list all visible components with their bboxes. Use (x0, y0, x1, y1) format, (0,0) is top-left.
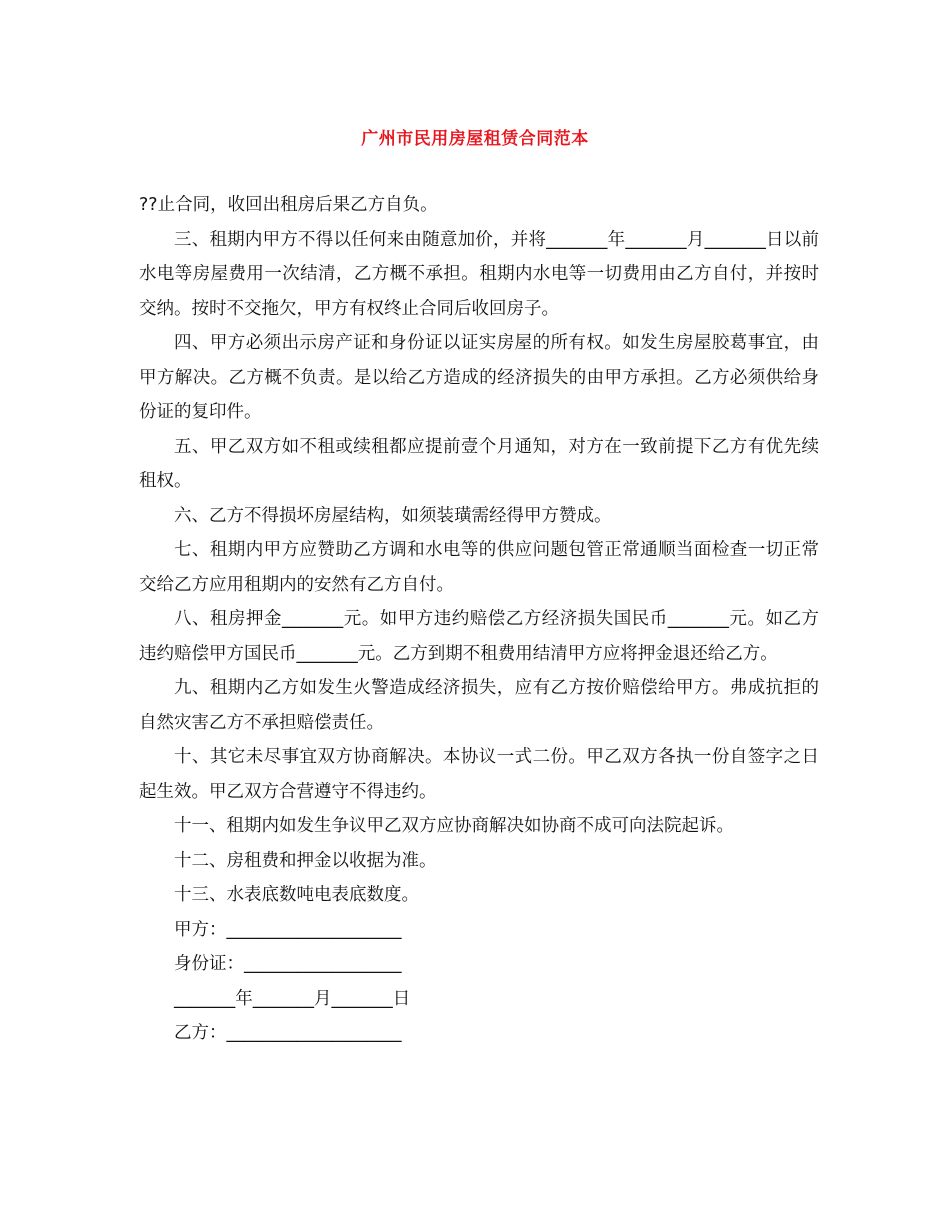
clause-3: 三、租期内甲方不得以任何来由随意加价，并将_______年_______月_______日以前水电等房屋费用一次结清，乙方概不承担。租期内水电等一切费用由乙方自付，并按时交纳。按时不交拖欠，甲方有权终止合同后收回房子。 (139, 229, 819, 319)
signature-id-card: 身份证：__________________ (174, 954, 402, 974)
signature-date: _______年_______月_______日 (174, 988, 411, 1009)
clause-7: 七、租期内甲方应赞助乙方调和水电等的供应问题包管正常通顺当面检查一切正常交给乙方应用租期内的安然有乙方自付。 (139, 540, 819, 595)
clause-4: 四、甲方必须出示房产证和身份证以证实房屋的所有权。如发生房屋胶葛事宜，由甲方解决。乙方概不负责。是以给乙方造成的经济损失的由甲方承担。乙方必须供给身份证的复印件。 (139, 333, 819, 422)
signature-party-a: 甲方：____________________ (174, 919, 402, 940)
clause-13: 十三、水表底数吨电表底数度。 (174, 885, 419, 905)
clause-10: 十、其它未尽事宜双方协商解决。本协议一式二份。甲乙双方各执一份自签字之日起生效。甲乙双方合营遵守不得违约。 (139, 747, 819, 802)
clause-11: 十一、租期内如发生争议甲乙双方应协商解决如协商不成可向法院起诉。 (174, 816, 734, 836)
clause-12: 十二、房租费和押金以收据为准。 (174, 850, 437, 871)
contract-body (139, 188, 819, 1051)
clause-9: 九、租期内乙方如发生火警造成经济损失，应有乙方按价赔偿给甲方。弗成抗拒的自然灾害乙方不承担赔偿责任。 (139, 678, 819, 733)
document-title: 广州市民用房屋租赁合同范本 (361, 129, 589, 149)
clause-8: 八、租房押金_______元。如甲方违约赔偿乙方经济损失国民币_______元。如乙方违约赔偿甲方国民币_______元。乙方到期不租费用结清甲方应将押金退还给乙方。 (139, 609, 819, 664)
signature-party-b: 乙方：____________________ (174, 1023, 402, 1043)
clause-6: 六、乙方不得损坏房屋结构，如须装璜需经得甲方赞成。 (174, 505, 612, 526)
clause-5: 五、甲乙双方如不租或续租都应提前壹个月通知，对方在一致前提下乙方有优先续租权。 (139, 436, 819, 491)
paragraph-continuation: ??止合同，收回出租房后果乙方自负。 (139, 195, 438, 215)
